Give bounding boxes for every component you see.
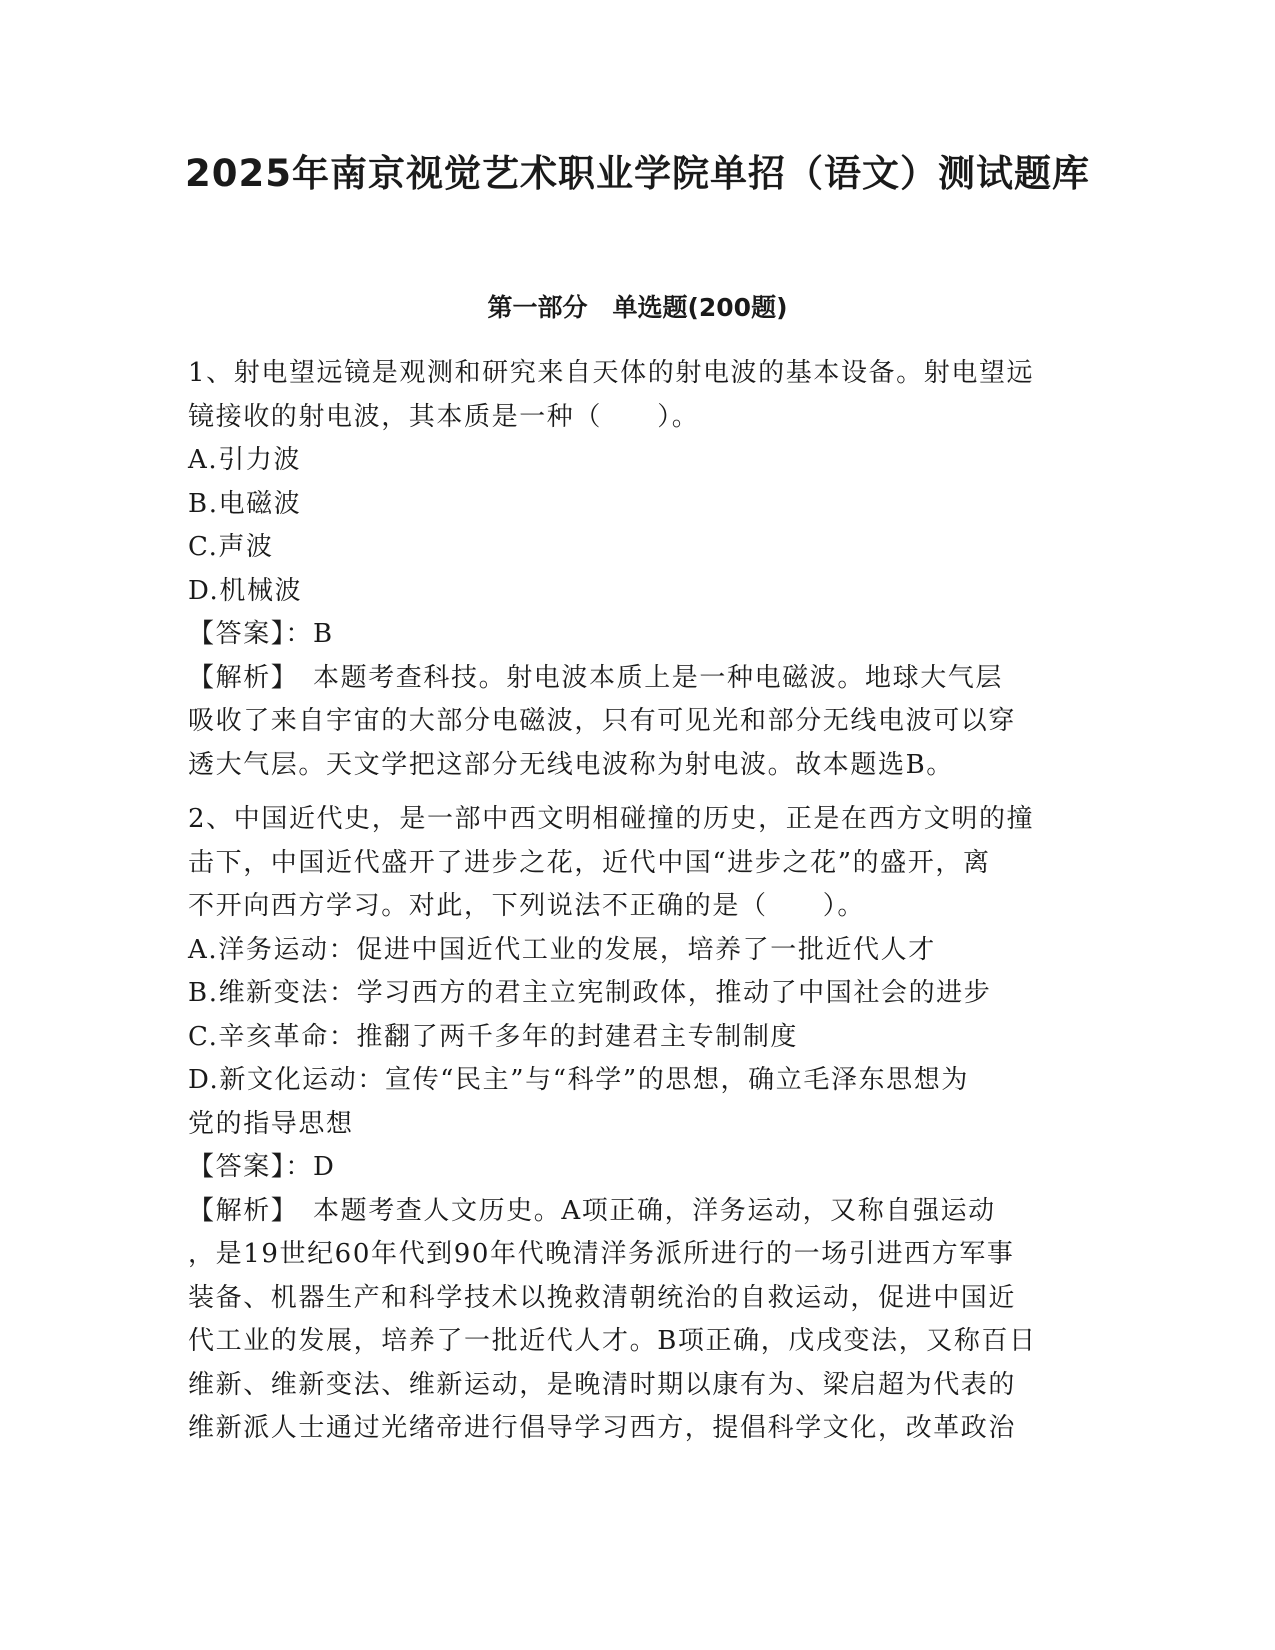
analysis-text: 本题考查人文历史。A项正确，洋务运动，又称自强运动 xyxy=(285,1195,996,1226)
answer-value: ：D xyxy=(285,1152,336,1182)
option-d-continued: 党的指导思想 xyxy=(188,1108,354,1139)
analysis-label: 【解析】 xyxy=(188,1195,286,1226)
option-b: B.电磁波 xyxy=(188,488,302,519)
analysis-line: 维新派人士通过光绪帝进行倡导学习西方，提倡科学文化，改革政治 xyxy=(188,1413,1017,1443)
question-stem-line: 镜接收的射电波，其本质是一种（ ）。 xyxy=(188,401,700,432)
analysis-line: 透大气层。天文学把这部分无线电波称为射电波。故本题选B。 xyxy=(188,749,954,780)
option-b: B.维新变法：学习西方的君主立宪制政体，推动了中国社会的进步 xyxy=(188,978,992,1008)
option-a: A.引力波 xyxy=(188,445,302,475)
analysis-line: 代工业的发展，培养了一批近代人才。B项正确，戊戌变法，又称百日 xyxy=(188,1326,1037,1356)
option-c: C.辛亥革命：推翻了两千多年的封建君主专制制度 xyxy=(188,1021,799,1052)
answer-label: 【答案】 xyxy=(188,1152,286,1182)
question-stem-line: 击下，中国近代盛开了进步之花，近代中国“进步之花”的盛开，离 xyxy=(188,847,991,878)
analysis-line xyxy=(188,1190,1088,1234)
analysis-line: ，是19世纪60年代到90年代晚清洋务派所进行的一场引进西方军事 xyxy=(188,1239,1015,1269)
document-title: 2025年南京视觉艺术职业学院单招（语文）测试题库 xyxy=(185,152,1090,195)
option-a: A.洋务运动：促进中国近代工业的发展，培养了一批近代人才 xyxy=(188,934,936,965)
question-stem-line: 1、射电望远镜是观测和研究来自天体的射电波的基本设备。射电望远 xyxy=(188,358,1035,388)
question-1 xyxy=(188,352,1088,787)
question-stem-line: 不开向西方学习。对此，下列说法不正确的是（ ）。 xyxy=(188,891,866,921)
analysis-label: 【解析】 xyxy=(188,662,286,693)
analysis-text: 本题考查科技。射电波本质上是一种电磁波。地球大气层 xyxy=(285,662,1004,693)
question-2 xyxy=(188,798,1088,1451)
analysis-line: 装备、机器生产和科学技术以挽救清朝统治的自救运动，促进中国近 xyxy=(188,1282,1017,1313)
option-d: D.新文化运动：宣传“民主”与“科学”的思想，确立毛泽东思想为 xyxy=(188,1065,969,1095)
answer-value: ：B xyxy=(285,619,334,649)
answer-line xyxy=(188,1146,1088,1190)
section-title: 第一部分 单选题(200题) xyxy=(487,293,788,322)
option-d: D.机械波 xyxy=(188,575,303,606)
answer-line xyxy=(188,613,1088,657)
answer-label: 【答案】 xyxy=(188,619,286,649)
option-c: C.声波 xyxy=(188,532,274,562)
question-list xyxy=(188,352,1088,1462)
analysis-line xyxy=(188,657,1088,701)
question-stem-line: 2、中国近代史，是一部中西文明相碰撞的历史，正是在西方文明的撞 xyxy=(188,804,1035,834)
analysis-line: 维新、维新变法、维新运动，是晚清时期以康有为、梁启超为代表的 xyxy=(188,1369,1017,1400)
analysis-line: 吸收了来自宇宙的大部分电磁波，只有可见光和部分无线电波可以穿 xyxy=(188,706,1017,736)
